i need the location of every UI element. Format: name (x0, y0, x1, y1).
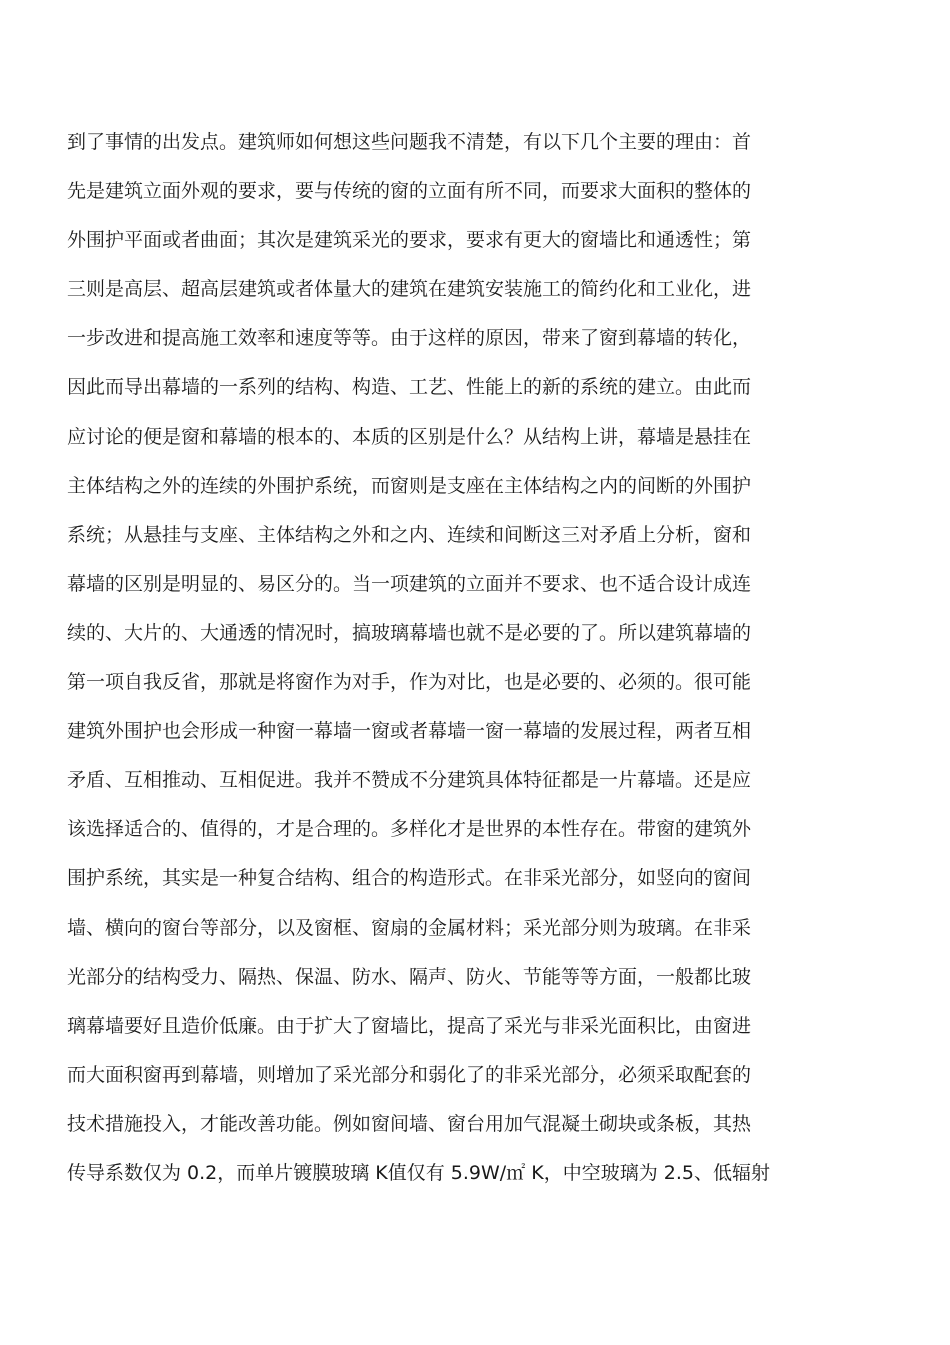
text-line: 外围护平面或者曲面；其次是建筑采光的要求，要求有更大的窗墙比和通透性；第 (67, 229, 752, 252)
text-line: 建筑外围护也会形成一种窗一幕墙一窗或者幕墙一窗一幕墙的发展过程，两者互相 (67, 720, 752, 743)
text-line: 光部分的结构受力、隔热、保温、防水、隔声、防火、节能等等方面，一般都比玻 (67, 965, 752, 988)
text-line: 续的、大片的、大通透的情况时，搞玻璃幕墙也就不是必要的了。所以建筑幕墙的 (67, 621, 752, 644)
text-line: 因此而导出幕墙的一系列的结构、构造、工艺、性能上的新的系统的建立。由此而 (67, 376, 752, 399)
text-line: 系统；从悬挂与支座、主体结构之外和之内、连续和间断这三对矛盾上分析，窗和 (67, 523, 752, 546)
text-line: 技术措施投入，才能改善功能。例如窗间墙、窗台用加气混凝土砌块或条板，其热 (67, 1112, 752, 1135)
text-line: 墙、横向的窗台等部分，以及窗框、窗扇的金属材料；采光部分则为玻璃。在非采 (67, 916, 752, 939)
text-line: 先是建筑立面外观的要求，要与传统的窗的立面有所不同，而要求大面积的整体的 (67, 180, 752, 203)
text-line: 矛盾、互相推动、互相促进。我并不赞成不分建筑具体特征都是一片幕墙。还是应 (67, 769, 752, 792)
body-text (67, 127, 887, 1207)
text-line: 到了事情的出发点。建筑师如何想这些问题我不清楚，有以下几个主要的理由：首 (67, 131, 752, 153)
text-line: 三则是高层、超高层建筑或者体量大的建筑在建筑安装施工的简约化和工业化，进 (67, 278, 752, 301)
text-line: 主体结构之外的连续的外围护系统，而窗则是支座在主体结构之内的间断的外围护 (67, 474, 752, 497)
text-line: 该选择适合的、值得的，才是合理的。多样化才是世界的本性存在。带窗的建筑外 (67, 818, 752, 841)
text-line: 应讨论的便是窗和幕墙的根本的、本质的区别是什么？从结构上讲，幕墙是悬挂在 (67, 425, 752, 448)
text-line: 一步改进和提高施工效率和速度等等。由于这样的原因，带来了窗到幕墙的转化， (67, 327, 752, 350)
text-line: 而大面积窗再到幕墙，则增加了采光部分和弱化了的非采光部分，必须采取配套的 (67, 1063, 752, 1086)
text-line: 传导系数仅为 0.2，而单片镀膜玻璃 K值仅有 5.9W/㎡ K，中空玻璃为 2.5、低辐射 (67, 1161, 770, 1184)
text-line: 幕墙的区别是明显的、易区分的。当一项建筑的立面并不要求、也不适合设计成连 (67, 572, 752, 595)
text-line: 璃幕墙要好且造价低廉。由于扩大了窗墙比，提高了采光与非采光面积比，由窗进 (67, 1014, 752, 1037)
text-line: 第一项自我反省，那就是将窗作为对手，作为对比，也是必要的、必须的。很可能 (67, 671, 752, 694)
text-line: 围护系统，其实是一种复合结构、组合的构造形式。在非采光部分，如竖向的窗间 (67, 867, 752, 890)
